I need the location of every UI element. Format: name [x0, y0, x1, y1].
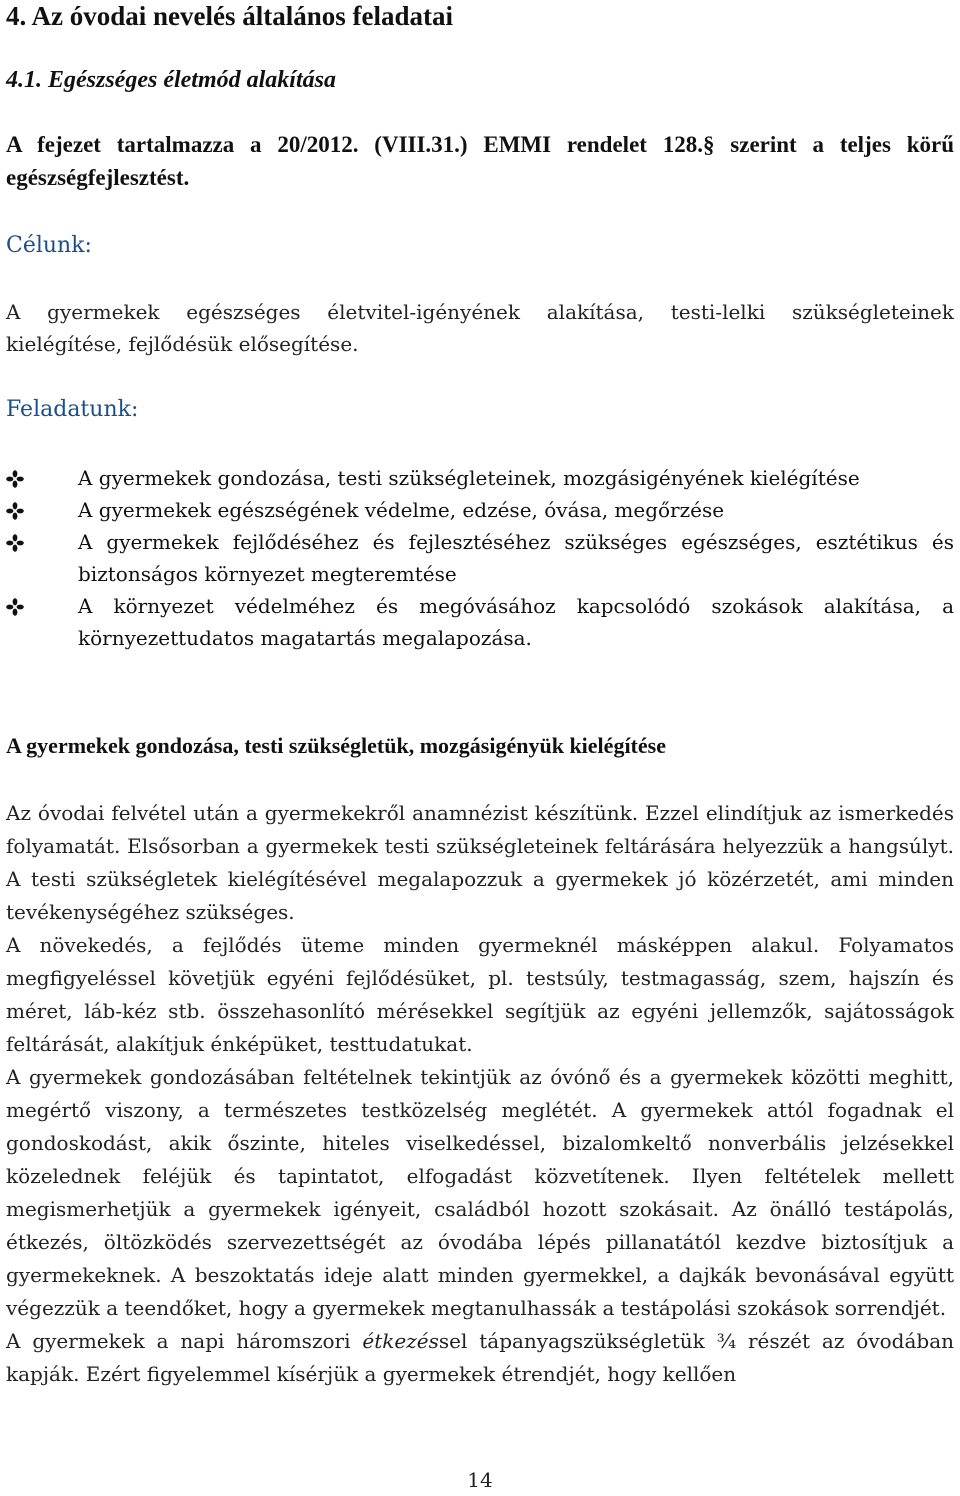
paragraph: A növekedés, a fejlődés üteme minden gyermeknél másképpen alakul. Folyamatos megfigyeléssel követjük egyéni fejlődésüket, pl. testsúly, testmagasság, szem, hajszín és méret, láb-kéz stb. összehasonlító mérésekkel segítjük az egyéni jellemzők, sajátosságok feltárását, alakítjuk énképüket, testtudatukat.: [6, 933, 954, 1056]
paragraph: Az óvodai felvétel után a gyermekekről anamnézist készítünk. Ezzel elindítjuk az ismerkedés folyamatát. Elsősorban a gyermekek testi szükségleteinek feltárására helyezzük a hangsúlyt. A testi szükségletek kielégítésével megalapozzuk a gyermekek jó közérzetét, ami minden tevékenységéhez szükséges.: [6, 801, 954, 924]
paragraph-text: sel tápanyagszükségletük ¾ részét az óvodában kapják. Ezért figyelemmel kísérjük a gyermekek étrendjét, hogy kellően: [6, 1329, 954, 1386]
intro-paragraph: A fejezet tartalmazza a 20/2012. (VIII.31.) EMMI rendelet 128.§ szerint a teljes körű egészségfejlesztést.: [6, 132, 954, 190]
paragraph: A gyermekek gondozásában feltételnek tekintjük az óvónő és a gyermekek közötti meghitt, megértő viszony, a természetes testközelség meglétét. A gyermekek attól fogadnak el gondoskodást, akik őszinte, hiteles viselkedéssel, bizalomkeltő nonverbális jelzésekkel közelednek feléjük és tapintatot, elfogadást közvetítenek. Ilyen feltételek mellett megismerhetjük a gyermekek igényeit, családból hozott szokásait. Az önálló testápolás, étkezés, öltözködés szervezettségét az óvodába lépés pillanatától kezdve biztosítjuk a gyermekeknek. A beszoktatás ideje alatt minden gyermekkel, a dajkák bevonásával együtt végezzük a teendőket, hogy a gyermekek megtanulhassák a testápolási szokások sorrendjét.: [6, 1065, 954, 1320]
tasks-heading: Feladatunk:: [6, 397, 139, 422]
paragraph: [6, 1325, 954, 1391]
goal-paragraph: A gyermekek egészséges életvitel-igényének alakítása, testi-lelki szükségleteinek kielégítése, fejlődésük elősegítése.: [6, 300, 954, 356]
tasks-list: [6, 462, 954, 654]
subsection-heading: A gyermekek gondozása, testi szükségletük, mozgásigényük kielégítése: [6, 733, 666, 758]
list-item: [6, 494, 954, 526]
chapter-heading: 4. Az óvodai nevelés általános feladatai: [6, 1, 453, 31]
diamond-bullet-icon: [6, 534, 24, 552]
list-item: [6, 462, 954, 494]
body-text: [6, 797, 954, 1391]
diamond-bullet-icon: [6, 598, 24, 616]
list-item: [6, 590, 954, 654]
page-number: 14: [467, 1468, 493, 1492]
goal-heading: Célunk:: [6, 233, 92, 258]
list-item: [6, 526, 954, 590]
list-item-text: A gyermekek fejlődéséhez és fejlesztéséhez szükséges egészséges, esztétikus és biztonságos környezet megteremtése: [78, 530, 954, 586]
document-page: [6, 0, 954, 1496]
italic-word: étkezés: [362, 1329, 439, 1353]
paragraph-text: A gyermekek a napi háromszori: [6, 1329, 363, 1353]
list-item-text: A gyermekek gondozása, testi szükségleteinek, mozgásigényének kielégítése: [78, 466, 860, 490]
list-item-text: A környezet védelméhez és megóvásához kapcsolódó szokások alakítása, a környezettudatos magatartás megalapozása.: [78, 594, 954, 650]
diamond-bullet-icon: [6, 502, 24, 520]
diamond-bullet-icon: [6, 470, 24, 488]
section-heading: 4.1. Egészséges életmód alakítása: [6, 67, 336, 93]
list-item-text: A gyermekek egészségének védelme, edzése, óvása, megőrzése: [78, 498, 725, 522]
